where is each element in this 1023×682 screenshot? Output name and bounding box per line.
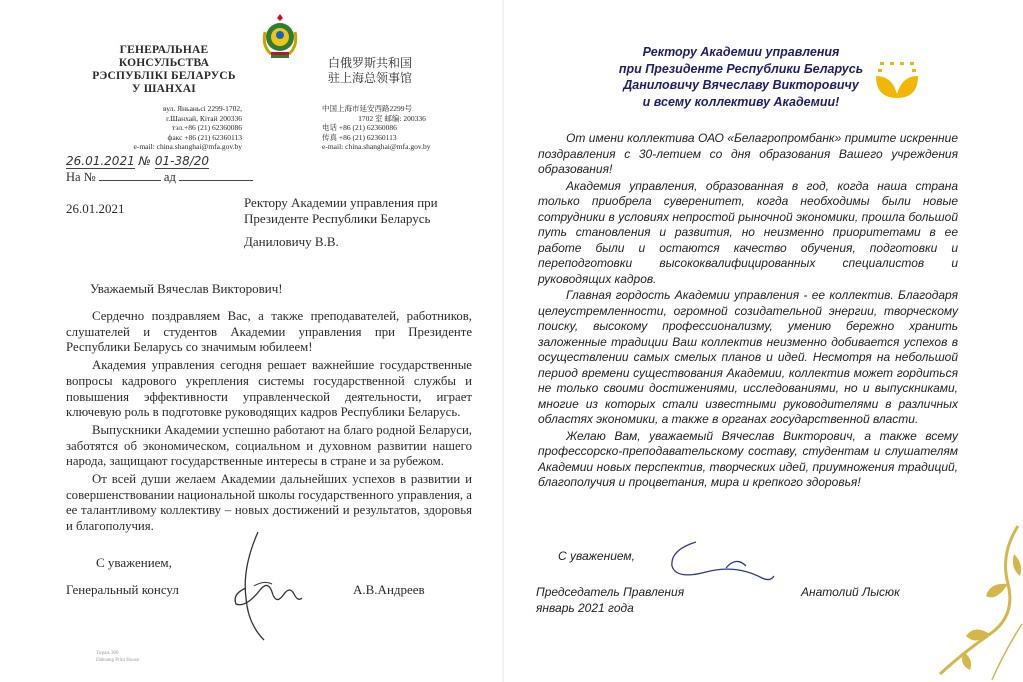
gold-ornament-icon	[930, 524, 1023, 682]
salutation: Уважаемый Вячеслав Викторович!	[90, 281, 283, 296]
paragraph: От имени коллектива ОАО «Белагропромбанк» примите искренние поздравления с 30-летием со дня образования Вашего учреждения образования!	[538, 131, 958, 176]
signer-name: А.В.Андреев	[353, 582, 425, 597]
consulate-name-ru: ГЕНЕРАЛЬНАЕ КОНСУЛЬСТВА РЭСПУБЛІКІ БЕЛАРУСЬ У ШАНХАІ	[92, 44, 236, 95]
reply-reference-line: На № ад	[66, 170, 253, 185]
consulate-address-ru: вул. Яньаньсі 2299-1702, г.Шанхай, Кітай 200336 тэл.+86 (21) 62360086 факс +86 (21) 62360113 e-mail: china.shanghai@mfa.gov.by	[133, 104, 242, 152]
bank-letter-body	[538, 131, 958, 492]
paragraph: Главная гордость Академии управления - ее коллектив. Благодаря целеустремленности, огромной созидательной энергии, творческому поиску, высокому профессионализму, умению бережно хранить заложенные традиции Ваш коллектив неизменно добивается успехов в осуществлении самых смелых планов и идей. Несмотря на небольшой период времени существования Академии, коллектив может гордиться не только своими достижениями, исследованиями, но и выпускниками, многие из которых стали известными руководителями в различных областях экономики, а также в органах государственной власти.	[538, 288, 958, 426]
signer-position: Генеральный консул	[66, 582, 179, 597]
print-footer: Тираж 300 Dahuang Print House	[96, 651, 140, 663]
signature-icon	[666, 536, 778, 592]
recipient: Ректору Академии управления при Президенте Республики Беларусь	[244, 195, 438, 226]
bank-letter	[506, 0, 1023, 682]
closing: С уважением,	[96, 555, 172, 570]
paragraph: Сердечно поздравляем Вас, а также преподавателей, работников, слушателей и студентов Академии управления при Президенте Республики Беларусь со значимым юбилеем!	[66, 309, 472, 355]
paragraph: От всей души желаем Академии дальнейших успехов в развитии и совершенствовании национальной школы государственного управления, а ее талантливому коллективу – новых достижений и результатов, здоровья и благополучия.	[66, 472, 472, 534]
page-divider	[502, 0, 504, 682]
recipient-name: Даниловичу В.В.	[244, 234, 339, 249]
letter-body	[66, 309, 472, 537]
signer-name: Анатолий Лысюк	[801, 585, 900, 599]
paragraph: Выпускники Академии успешно работают на благо родной Беларуси, заботятся об экономическом, социальном и духовном развитии нашего народа, защищают государственные интересы в стране и за рубежом.	[66, 422, 472, 469]
letter-date: январь 2021 года	[536, 601, 634, 615]
consulate-name-zh: 白俄罗斯共和国 驻上海总领事馆	[328, 56, 413, 85]
coat-of-arms-icon	[259, 12, 301, 60]
paragraph: Академия управления сегодня решает важнейшие государственные вопросы кадрового укрепления системы государственной службы и повышения эффективности управленческой деятельности, играет ключевую роль в подготовке руководящих кадров Республики Беларусь.	[66, 358, 472, 420]
consulate-address-zh: 中国上海市延安西路2299号 1702 室 邮编: 200336 电话 +86 (21) 62360086 传真 +86 (21) 62360113 e-mail: china.shanghai@mfa.gov.by	[322, 104, 431, 152]
bank-logo-icon	[872, 58, 922, 102]
registration-handwritten: 26.01.2021 № 01-38/20	[66, 154, 210, 168]
consulate-letter	[0, 0, 500, 682]
paragraph: Академия управления, образованная в год, когда наша страна только приобрела суверенитет, когда необходимы были новые сотрудники в условиях непростой рыночной экономики, прошла большой путь становления и развития, но неизменно приоритетами в ее работе были и остаются качество обучения, подготовки и переподготовки высококвалифицированных специалистов и руководящих кадров.	[538, 178, 958, 286]
signature-icon	[224, 528, 304, 646]
letter-date: 26.01.2021	[66, 201, 125, 216]
closing: С уважением,	[558, 549, 635, 563]
signer-position: Председатель Правления	[536, 585, 685, 599]
paragraph: Желаю Вам, уважаемый Вячеслав Викторович, а также всему профессорско-преподавательскому составу, студентам и слушателям Академии новых перспектив, творческих идей, приумножения традиций, благополучия и процветания, мира и крепкого здоровья!	[538, 428, 958, 489]
bank-letter-header: Ректору Академии управления при Президенте Республики Беларусь Даниловичу Вячеславу Викторовичу и всему коллективу Академии!	[618, 45, 864, 109]
